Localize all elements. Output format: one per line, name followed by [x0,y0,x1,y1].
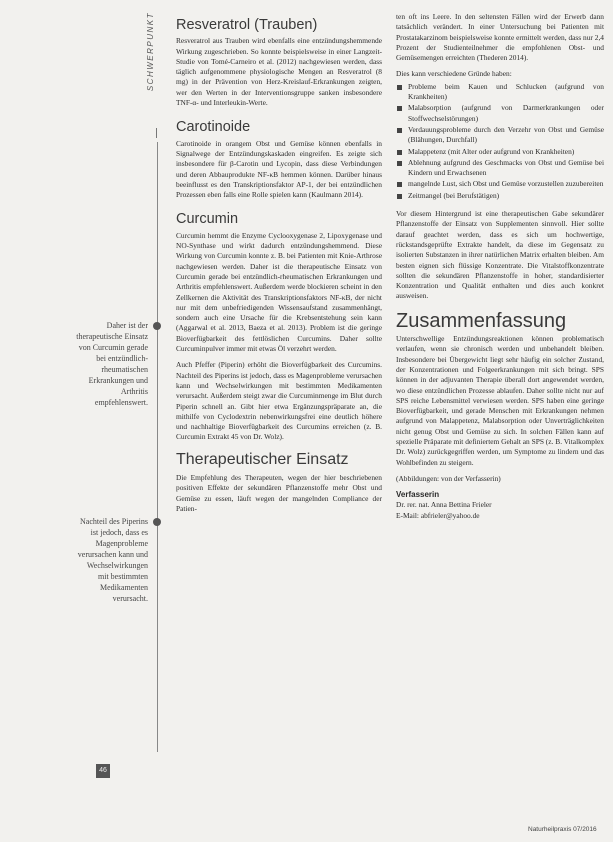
reasons-list [396,82,604,201]
right-column [396,12,604,521]
margin-rule [157,142,158,752]
pull-quote: Daher ist der therapeutische Einsatz von Curcumin gerade bei entzündlich-rheumatischen Erkrankungen und Arthritis empfehlenswert. [76,321,148,407]
aside-marker-dot [153,518,161,526]
section-heading: Resveratrol (Trauben) [176,17,318,33]
body-paragraph: Carotinoide in orangem Obst und Gemüse können ebenfalls in Signalwege der Entzündungskaskaden eingreifen. Es zeigte sich insbesondere für β-Carotin und Lycopin, dass diese Verbindungen und deren Abbauprodukte NF-κB hemmen können. Darüber hinaus beeinflusst es den Transkriptionsfaktor AP-1, der bei entzündlichen Prozessen eben falls eine Rolle spielen kann (Kaulmann 2014). [176,138,382,200]
section-heading: Carotinoide [176,119,251,136]
label-tick [156,128,157,138]
image-credit: (Abbildungen: von der Verfasserin) [396,473,501,483]
section-vertical-label: SCHWERPUNKT [146,12,155,92]
list-intro: Dies kann verschiedene Gründe haben: [396,69,512,79]
list-item: Zeitmangel (bei Berufstätigen) [396,191,604,201]
list-item: Malappetenz (mit Alter oder aufgrund von Krankheiten) [396,147,604,157]
page-number: 46 [96,764,110,778]
list-item: Verdauungsprobleme durch den Verzehr von Obst und Gemüse (Blähungen, Durchfall) [396,125,604,146]
aside-marker-dot [153,322,161,330]
body-paragraph: Resveratrol aus Trauben wird ebenfalls eine entzündungshemmende Wirkung zugeschrieben. So konnte beispielsweise in einer Langzeit-Studie von Tomé-Carneiro et al. (2012) nachgewiesen werden, dass täglich aufgenommene physiologische Mengen an Resveratrol (8 mg) in der Prävention von Herz-Kreislauf-Erkrankungen zeigten, wer den Werten in der Interventionsgruppe sanken insbesondere TNF-α- und Interleukin-Werte. [176,36,382,108]
pull-quote: Nachteil des Piperins ist jedoch, dass es Magenprobleme verursachen kann und Wechselwirkungen mit bestimmten Medikamenten verursacht. [77,517,148,603]
body-paragraph: Curcumin hemmt die Enzyme Cyclooxygenase 2, Lipoxygenase und NO-Synthase und wirkt dadurch entzündungshemmend. Diese Wirkung von Curcumin konnte z. B. bei Patienten mit Knie-Arthrose nachgewiesen werden. Daher ist die therapeutische Einsatz von Curcumin gerade bei entzündlich-rheumatischen Erkrankungen und Arthritis empfehlenswert. Außerdem werde blockieren scheint in den Zellkernen die Aktivität des Transkriptionsfaktors NF-κB, der nicht nur mit dem unbefriedigenden Wissensaufstand zusammenhängt, sondern auch eine Ursache für die Krebsentstehung sein kann (Aggarwal et al. 2013, Baeza et al. 2013). Problem ist die geringe Bioverfügbarkeit des fettlöslichen Curcumins. Daher sollte Curcuminpulver immer mit etwas Öl verzehrt werden. [176,230,382,354]
list-item: Probleme beim Kauen und Schlucken (aufgrund von Krankheiten) [396,82,604,103]
author-name: Dr. rer. nat. Anna Bettina Frieler [396,500,492,510]
left-column [176,12,382,520]
summary-paragraph: Unterschwellige Entzündungsreaktionen können problematisch verlaufen, wenn sie chronisch werden und unbehandelt bleiben. Insbesondere bei Übergewicht liegt sehr häufig ein solcher Zustand, der Konzentrationen und Folgeerkrankungen mit sich bringt. SPS können in der adjuvanten Therapie überall dort angewendet werden, wo diese entzündlichen Prozesse ablaufen. Daher sollte nicht nur auf SPS reiche Lebensmittel verwiesen werden. SPS haben eine geringe Bioverfügbarkeit, und gerade Menschen mit Erkrankungen nehmen aufgrund von Malappetenz, Malabsorption oder Unverträglichkeiten nicht genug Obst und Gemüse zu sich. In solchen Fällen kann auf spezielle Präparate mit definiertem Gehalt an SPS (z. B. Vitalkomplex Dr. Wolz) zurückgegriffen werden, um Symptome zu lindern und das Wohlbefinden zu steigern. [396,334,604,467]
author-email: E-Mail: abfrieler@yahoo.de [396,510,480,520]
author-label: Verfasserin [396,490,440,500]
list-item: Malabsorption (aufgrund von Darmerkrankungen oder Stoffwechselstörungen) [396,103,604,124]
body-paragraph: Die Empfehlung des Therapeuten, wegen der hier beschriebenen positiven Effekte der sekundären Pflanzenstoffe mehr Obst und Gemüse zu essen, läuft wegen der mangelnden Compliance der Patien- [176,472,382,513]
section-heading: Therapeutischer Einsatz [176,450,349,468]
body-paragraph: Vor diesem Hintergrund ist eine therapeutischen Gabe sekundärer Pflanzenstoffe der Einsatz von Supplementen sinnvoll. Hier sollte darauf geachtet werden, dass es sich um hochwertige, rückstandsgeprüfte Extrakte handelt, da diese im Gegensatz zu isolierten Substanzen in ihrer natürlichen Matrix erhalten bleiben. Am besten eignen sich flüssige Konzentrate. Die Vitalstoffkonzentrate sollten die sekundären Pflanzenstoffe in hoher, standardisierter Konzentration und Qualität enthalten und dies auch konkret ausweisen. [396,209,604,301]
list-item: mangelnde Lust, sich Obst und Gemüse vorzustellen zuzubereiten [396,179,604,189]
section-heading: Zusammenfassung [396,309,567,332]
list-item: Ablehnung aufgrund des Geschmacks von Obst und Gemüse bei Kindern und Erwachsenen [396,158,604,179]
body-paragraph: Auch Pfeffer (Piperin) erhöht die Bioverfügbarkeit des Curcumins. Nachteil des Piperins ist jedoch, dass es Magenprobleme verursachen kann und Wechselwirkungen mit bestimmten Medikamenten verursacht. Außerdem steigt zwar die Curcuminmenge im Blut durch Piperin schnell an. Gibt hier etwa Ergänzungspräparate an, die mithilfe von Cyclodextrin nebenwirkungsfrei eine deutlich höhere und nachhaltige Bioverfügbarkeit des Curcumins erreichen (z. B. Curcumin Extrakt 45 von Dr. Wolz). [176,360,382,442]
journal-issue: Naturheilpraxis 07/2016 [528,826,597,833]
section-heading: Curcumin [176,211,239,228]
body-paragraph: ten oft ins Leere. In den seltensten Fällen wird der Erwerb dann tatsächlich verändert. In einer Untersuchung bei Patienten mit Prostatakarzinom beispielsweise konnte ermittelt werden, dass nur 2,4 Prozent der Studienteilnehmer die empfohlenen Obst- und Gemüsemengen erreichten (Thederen 2014). [396,12,604,63]
